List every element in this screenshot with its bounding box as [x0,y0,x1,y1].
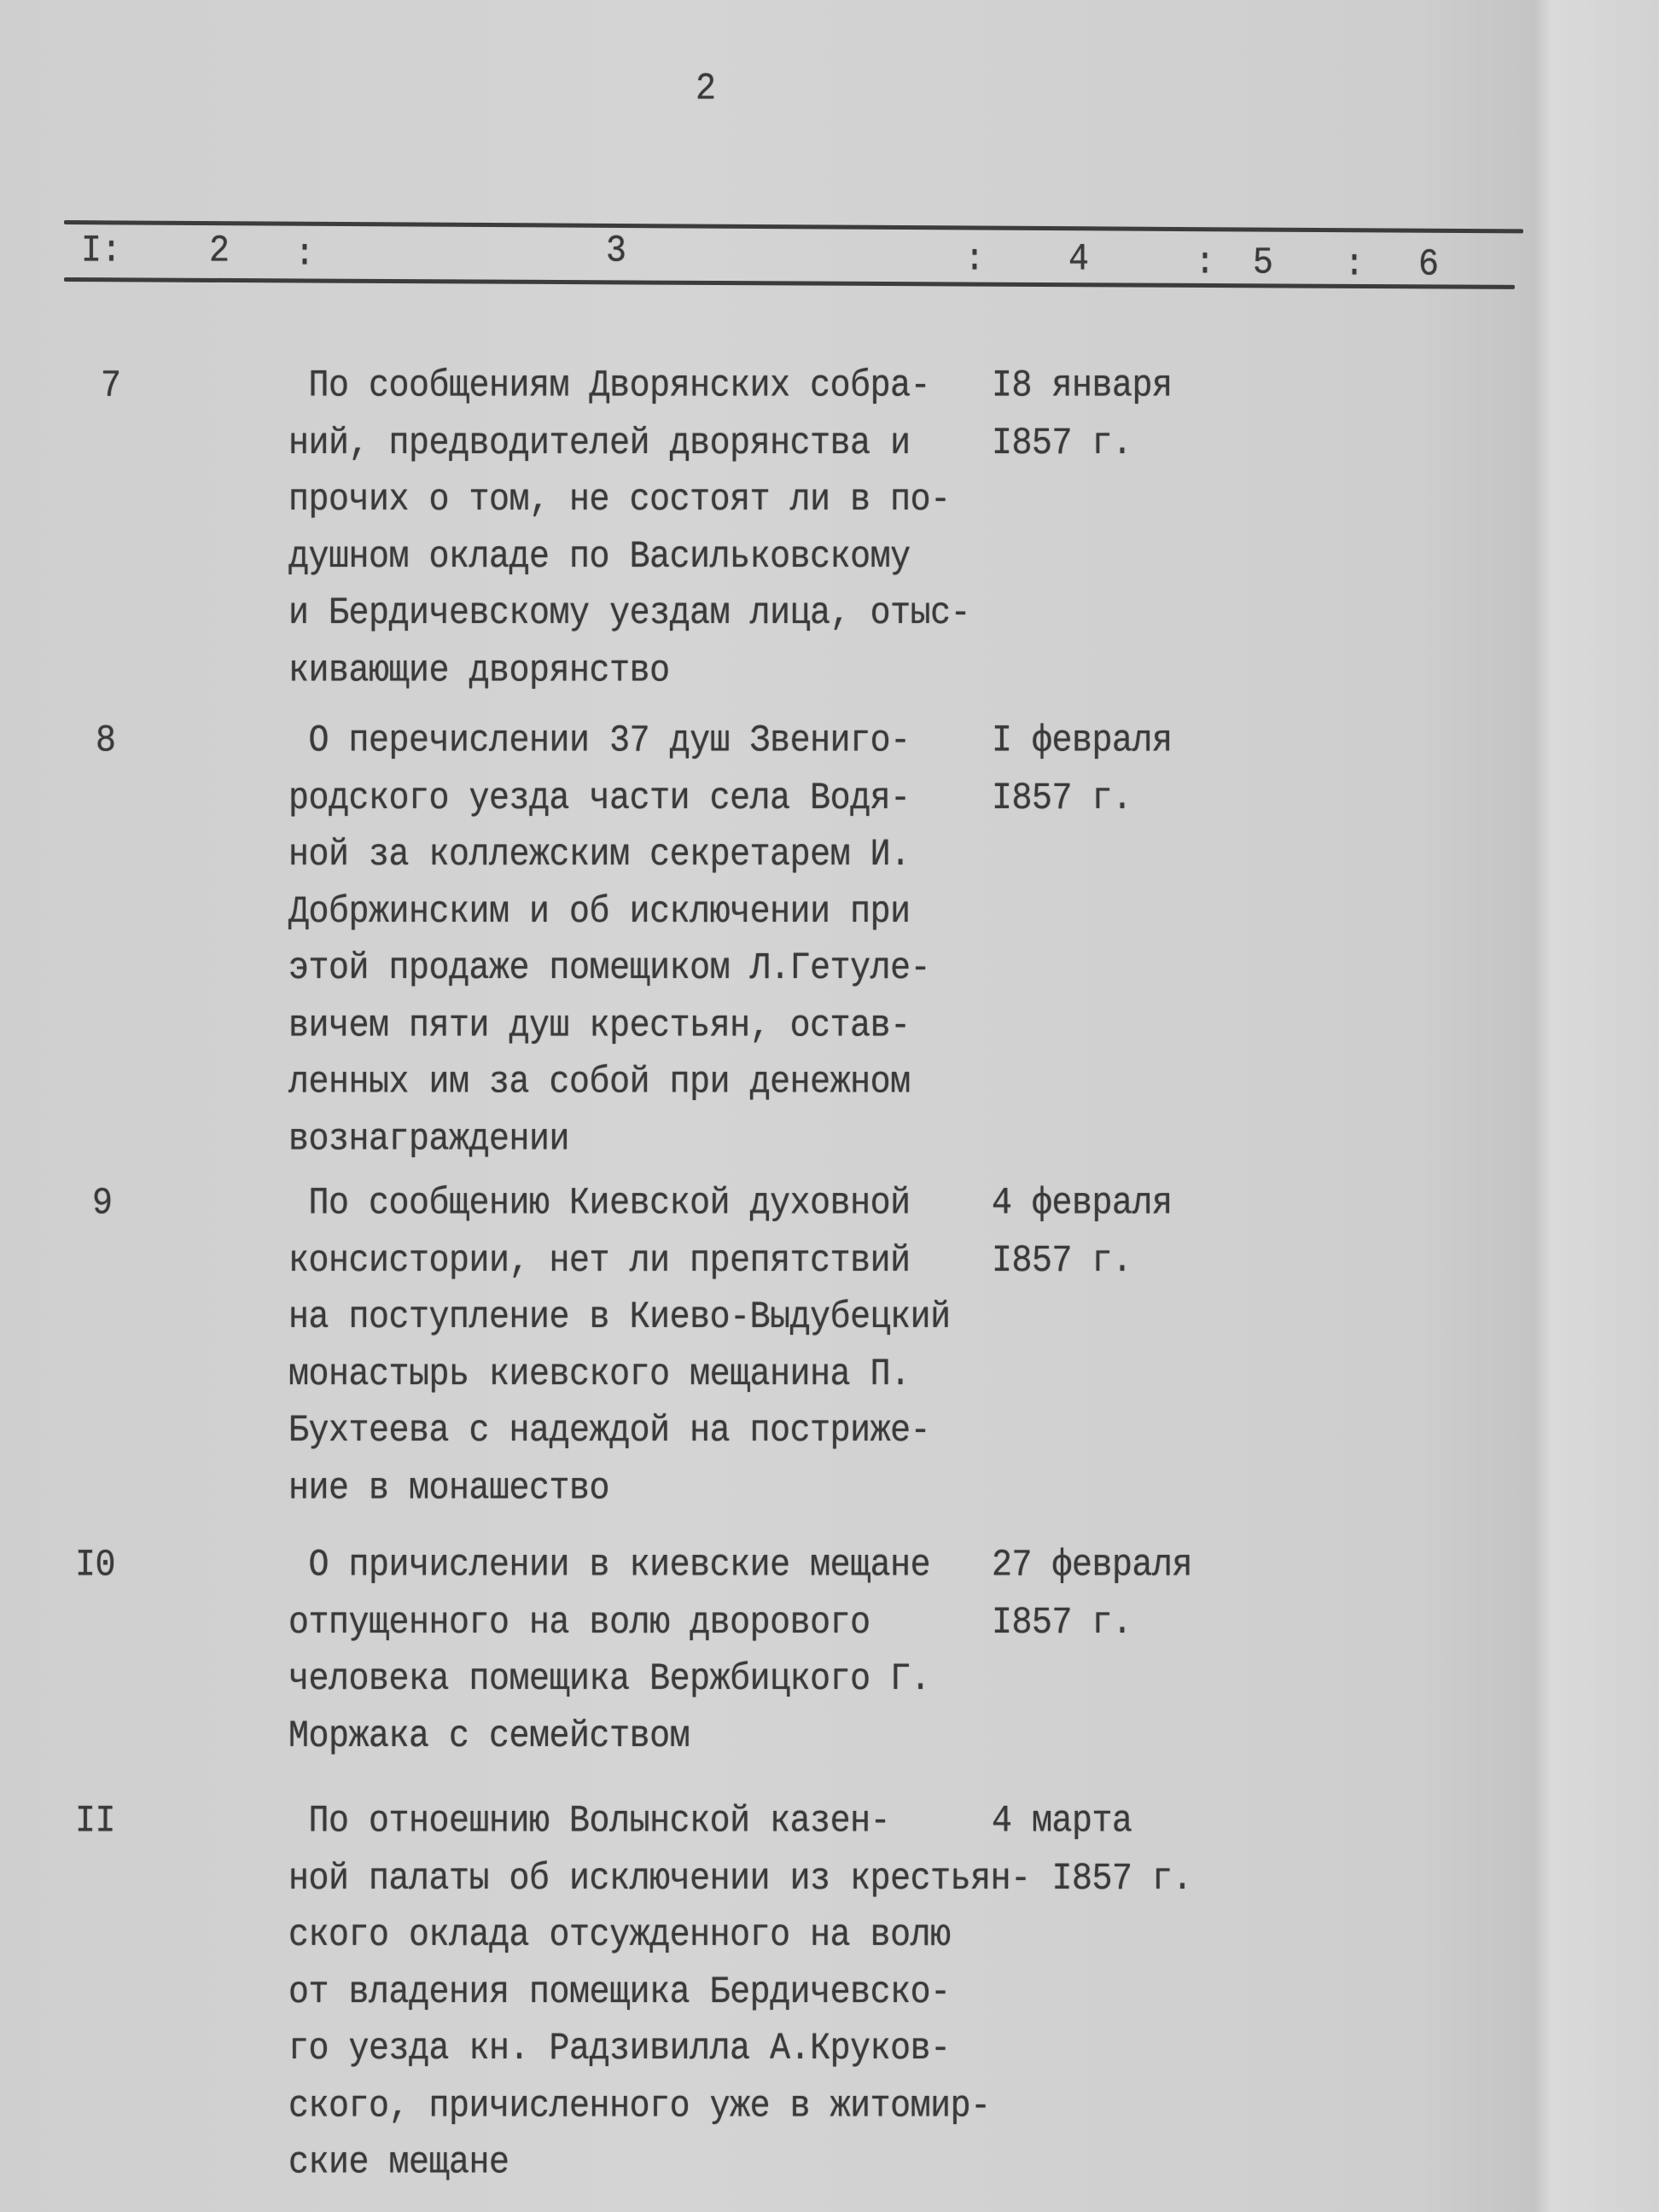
description-line: Бухтеева с надеждой на постриже- [288,1410,931,1453]
date-line: I февраля [992,719,1173,764]
column-header-2: 2 [209,230,230,274]
page-number: 2 [696,67,716,112]
date-line: 27 февраля [992,1544,1193,1588]
description-line: О перечислении 37 душ Звениго- [288,719,911,764]
description-line: прочих о том, не состоят ли в по- [288,479,951,522]
description-line: душном окладе по Васильковскому [288,535,911,579]
entry-number: I0 [75,1544,116,1588]
description-line: Добржинским и об исключении при [288,890,911,934]
description-line: По отноешнию Волынской казен- [288,1800,891,1844]
column-header-6: 6 [1418,243,1439,288]
header-bottom-rule [64,277,1515,289]
description-line: этой продаже помещиком Л.Гетуле- [288,947,931,991]
entry-description [288,1538,930,1766]
entry-number: II [75,1800,116,1844]
entry-date [992,1538,1192,1651]
entry-description [288,713,930,1168]
description-line: человека помещика Вержбицкого Г. [288,1658,931,1702]
description-line: ского оклада отсужденного на волю [288,1914,951,1958]
description-line: ний, предводителей дворянства и [288,422,911,465]
description-line: вичем пяти душ крестьян, остав- [288,1004,911,1048]
date-line: I857 г. [992,777,1132,820]
description-line: го уезда кн. Радзивилла А.Круков- [288,2028,951,2071]
header-top-rule [64,220,1523,233]
description-line: ние в монашество [288,1467,610,1511]
entry-description [288,1176,951,1517]
entry-description [288,1794,1031,2192]
description-line: и Бердичевскому уездам лица, отыс- [288,592,971,636]
date-line: I857 г. [992,1601,1132,1644]
entry-date [992,358,1173,472]
column-header-5: 5 [1253,242,1273,286]
column-separator: : [294,233,315,277]
description-line: О причислении в киевские мещане [288,1544,931,1588]
description-line: кивающие дворянство [288,649,670,693]
column-separator: : [1195,242,1215,286]
entry-date [992,713,1173,827]
description-line: от владения помещика Бердичевско- [288,1970,951,2015]
description-line: вознаграждении [288,1118,570,1161]
description-line: родского уезда части села Водя- [288,777,911,820]
description-line: консистории, нет ли препятствий [288,1239,911,1283]
description-line: на поступление в Киево-Выдубецкий [288,1296,951,1340]
date-line: I857 г. [992,1857,1193,1901]
date-line: I857 г. [992,1239,1132,1283]
column-header-4: 4 [1068,238,1089,282]
description-line: ского, причисленного уже в житомир- [288,2085,991,2128]
description-line: Моржака с семейством [288,1714,690,1759]
description-line: По сообщениям Дворянских собра- [288,364,931,409]
date-line: I8 января [992,364,1173,409]
date-line: I857 г. [992,422,1132,465]
description-line: отпущенного на волю дворового [288,1601,870,1644]
description-line: ной палаты об исключении из крестьян- [288,1857,1031,1901]
entry-number: 7 [101,364,121,409]
date-line: 4 марта [992,1800,1132,1844]
column-header-3: 3 [606,230,626,274]
description-line: По сообщению Киевской духовной [288,1182,911,1226]
description-line: монастырь киевского мещанина П. [288,1353,911,1397]
column-header-1: I: [81,230,122,274]
description-line: ские мещане [288,2141,509,2186]
entry-date [992,1176,1173,1289]
entry-number: 9 [92,1182,113,1226]
entry-description [288,358,970,700]
column-separator: : [1344,243,1365,288]
column-separator: : [964,238,985,282]
description-line: ной за коллежским секретарем И. [288,834,911,877]
description-line: ленных им за собой при денежном [288,1061,911,1105]
entry-number: 8 [96,719,116,764]
date-line: 4 февраля [992,1182,1173,1226]
entry-date [992,1794,1192,1907]
